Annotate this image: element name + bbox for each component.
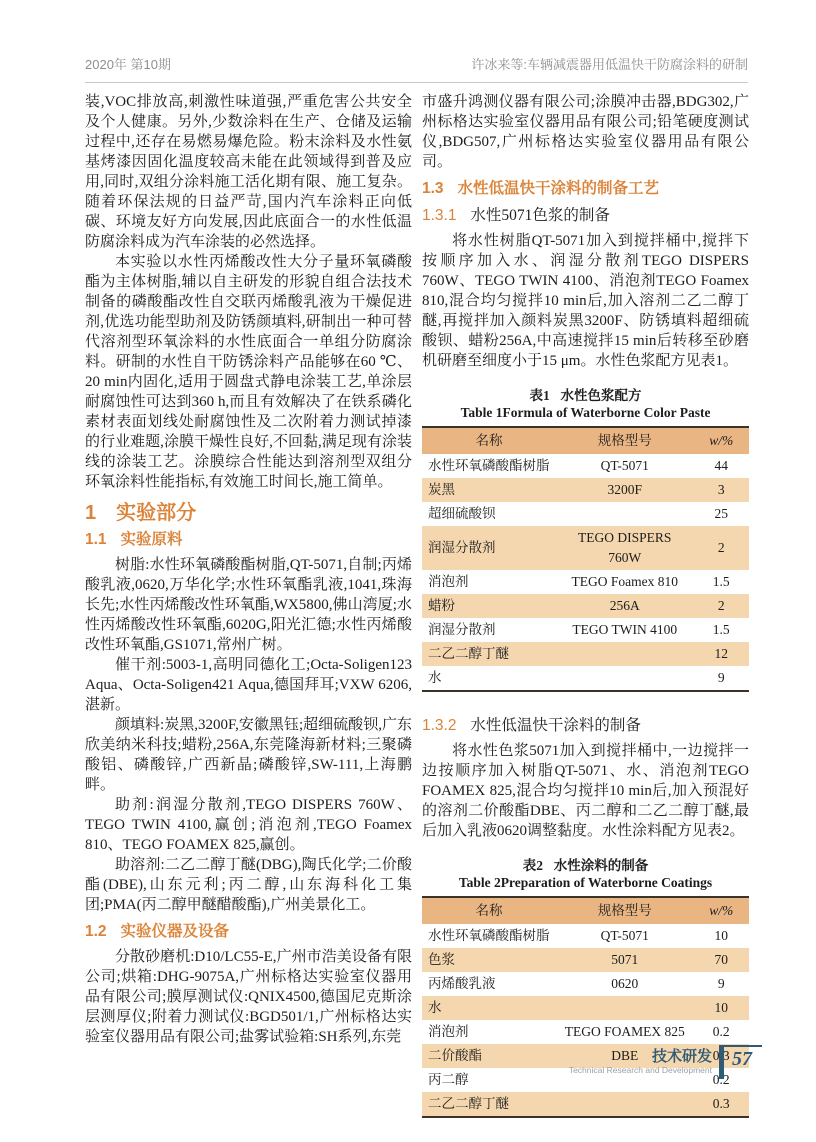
table-row [422,996,749,1020]
table-cell: 蜡粉 [428,598,455,613]
footer-section [569,1045,712,1076]
table-row [422,502,749,526]
table-header-cell: 名称 [475,903,503,918]
running-title: 许冰来等:车辆减震器用低温快干防腐涂料的研制 [471,57,748,72]
section-heading-1-3-1 [422,206,749,226]
table-cell: 2 [717,598,725,613]
table-cell: 水 [428,1000,442,1015]
table-cell: DBE [611,1048,639,1063]
section-number: 1 [85,502,97,524]
table-cell: 12 [714,646,728,661]
table-1 [422,426,749,692]
table-title-en: Preparation of Waterborne Coatings [500,875,713,890]
section-number: 1.3.1 [422,207,457,224]
table-cell: 二价酸酯 [428,1048,482,1063]
table-cell: 水性环氧磷酸酯树脂 [428,928,550,943]
section-number: 1.1 [85,531,107,548]
table-cell: 润湿分散剂 [428,622,496,637]
table-row [422,618,749,642]
section-title: 实验部分 [116,502,197,524]
table-title: 水性涂料的制备 [553,858,649,873]
section-heading-1-1 [85,530,412,550]
table-cell [556,642,693,666]
paragraph: 分散砂磨机:D10/LC55-E,广州市浩美设备有限公司;烘箱:DHG-9075A,广州标格达实验室仪器用品有限公司;膜厚测试仪:QNIX4500,德国尼克斯涂层测厚仪;附着力测试仪:BGD501/1,广州标格达实验室仪器用品有限公司;盐雾试验箱:SH系列,东莞 [85,949,412,1045]
section-number: 1.3.2 [422,717,457,734]
table-cell: TEGO TWIN 4100 [572,622,678,637]
table-row [422,948,749,972]
table-cell: 3200F [607,482,642,497]
table-title-en: Formula of Waterborne Color Paste [502,405,711,420]
section-title: 实验仪器及设备 [120,923,230,940]
table-2-caption-en [422,874,749,891]
paragraph: 催干剂:5003-1,高明同德化工;Octa-Soligen123 Aqua、Octa-Soligen421 Aqua,德国拜耳;VXW 6206,湛新。 [85,657,412,713]
table-cell [556,502,693,526]
table-cell: 256A [609,598,640,613]
table-cell: 0.3 [712,1048,730,1063]
paragraph: 助剂:润湿分散剂,TEGO DISPERS 760W、TEGO TWIN 4100,赢创;消泡剂,TEGO Foamex 810、TEGO FOAMEX 825,赢创。 [85,797,412,853]
table-cell: 二乙二醇丁醚 [428,646,509,661]
table-cell: 0.3 [712,1096,730,1111]
table-cell: 0.2 [712,1072,730,1087]
footer-section-subtitle: Technical Research and Development [568,1065,712,1075]
table-cell: 丙烯酸乳液 [428,976,496,991]
page-number-box [719,1045,762,1079]
table-cell: 5071 [611,952,639,967]
table-cell: 10 [714,928,728,943]
table-1-caption-cn [422,388,749,404]
table-row [422,526,749,570]
table-cell: 消泡剂 [428,574,469,589]
table-cell: 水性环氧磷酸酯树脂 [428,458,550,473]
table-row [422,454,749,478]
table-cell: 消泡剂 [428,1024,469,1039]
table-cell: 1.5 [712,622,730,637]
table-cell: 9 [717,976,725,991]
section-heading-1-3 [422,179,749,199]
table-cell: 2 [717,540,725,555]
section-heading-1-3-2 [422,716,749,736]
table-cell: TEGO FOAMEX 825 [564,1024,685,1039]
table-header-row [422,897,749,924]
table-label: 表1 [529,388,550,403]
table-cell: 润湿分散剂 [428,540,496,555]
table-cell: QT-5071 [600,458,649,473]
paragraph: 将水性树脂QT-5071加入到搅拌桶中,搅拌下按顺序加入水、润湿分散剂TEGO DISPERS 760W、TEGO TWIN 4100、消泡剂TEGO Foamex 810,混合均匀搅拌10 min后,加入溶剂二乙二醇丁醚,再搅拌加入颜料炭黑3200F、防锈填料超细硫酸钡、蜡粉256A,中高速搅拌15 min后转移至砂磨机研磨至细度小于15 μm。水性色浆配方见表1。 [422,233,749,369]
table-cell: TEGO DISPERS 760W [578,530,672,565]
table-header-cell: 规格型号 [597,903,652,918]
table-2-caption-cn [422,858,749,874]
table-row [422,924,749,948]
table-1-caption-en [422,404,749,421]
table-row [422,570,749,594]
table-cell: 44 [714,458,728,473]
table-row [422,1092,749,1117]
table-label: 表2 [522,858,543,873]
paragraph: 颜填料:炭黑,3200F,安徽黑钰;超细硫酸钡,广东欣美纳米科技;蜡粉,256A,东莞隆海新材料;三聚磷酸铝、磷酸锌,广西新晶;磷酸锌,SW-111,上海鹏畔。 [85,717,412,793]
table-cell: 超细硫酸钡 [428,506,496,521]
table-cell [556,996,693,1020]
table-cell: 炭黑 [428,482,455,497]
paragraph: 装,VOC排放高,刺激性味道强,严重危害公共安全及个人健康。另外,少数涂料在生产、仓储及运输过程中,还存在易燃易爆危险。粉末涂料及水性氨基烤漆因固化温度较高未能在此领域得到普及应用,同时,双组分涂料施工活化期有限、施工复杂。随着环保法规的日益严苛,国内汽车涂料正向低碳、环境友好方向发展,因此底面合一的水性低温防腐涂料成为汽车涂装的必然选择。 [85,94,412,250]
table-cell: 色浆 [428,952,455,967]
table-cell: TEGO Foamex 810 [571,574,678,589]
table-label-en: Table 1 [460,405,503,420]
footer-section-title: 技术研发 [651,1048,712,1065]
table-header-cell: 名称 [475,433,503,448]
section-heading-1-2 [85,922,412,942]
table-2 [422,896,749,1118]
table-cell: 9 [717,670,725,685]
table-row [422,1020,749,1044]
table-cell: QT-5071 [600,928,649,943]
table-row [422,972,749,996]
journal-issue: 2020年 第10期 [85,57,171,72]
table-cell: 丙二醇 [428,1072,469,1087]
table-header-cell: w/% [709,433,734,448]
table-cell: 25 [714,506,728,521]
table-header-cell: 规格型号 [597,433,652,448]
section-title: 水性5071色浆的制备 [470,207,610,224]
section-title: 水性低温快干涂料的制备 [470,717,641,734]
table-cell: 二乙二醇丁醚 [428,1096,509,1111]
table-cell: 水 [428,670,442,685]
table-cell [556,666,693,691]
section-title: 实验原料 [120,531,183,548]
right-column [422,92,749,1142]
paragraph: 市盛升鸿测仪器有限公司;涂膜冲击器,BDG302,广州标格达实验室仪器用品有限公司;铅笔硬度测试仪,BDG507,广州标格达实验室仪器用品有限公司。 [422,94,749,170]
table-cell: 70 [714,952,728,967]
paragraph: 将水性色浆5071加入到搅拌桶中,一边搅拌一边按顺序加入树脂QT-5071、水、消泡剂TEGO FOAMEX 825,混合均匀搅拌10 min后,加入预混好的溶剂二价酸酯DBE、丙二醇和二乙二醇丁醚,最后加入乳液0620调整黏度。水性涂料配方见表2。 [422,743,749,839]
table-cell: 3 [717,482,725,497]
section-heading-1 [85,503,412,523]
table-title: 水性色浆配方 [560,388,642,403]
table-row [422,666,749,691]
paragraph: 本实验以水性丙烯酸改性大分子量环氧磷酸酯为主体树脂,辅以自主研发的形貌自组合法技术制备的磷酸酯改性自交联丙烯酸乳液为干燥促进剂,优选功能型助剂及防锈颜填料,研制出一种可替代溶剂型环氧涂料的水性底面合一单组分防腐涂料。研制的水性自干防锈涂料产品能够在60 ℃、20 min内固化,适用于圆盘式静电涂装工艺,单涂层耐腐蚀性可达到360 h,而且有效解决了在铁系磷化素材表面划线处耐腐蚀性及二次附着力测试掉漆的行业难题,涂膜干燥性良好,不回黏,满足现有涂装线的涂装工艺。涂膜综合性能达到溶剂型双组分环氧涂料性能指标,有效施工时间长,施工简单。 [85,254,412,490]
page-header [85,54,748,83]
table-cell [556,1092,693,1117]
table-cell: 0620 [611,976,639,991]
page-footer [569,1045,762,1079]
section-number: 1.2 [85,923,107,940]
paragraph: 树脂:水性环氧磷酸酯树脂,QT-5071,自制;丙烯酸乳液,0620,万华化学;水性环氧酯乳液,1041,珠海长先;水性丙烯酸改性环氧酯,WX5800,佛山湾厦;水性丙烯酸改性环氧酯,6020G,阳光汇德;水性丙烯酸改性环氧酯,GS1071,常州广树。 [85,557,412,653]
table-cell: 10 [714,1000,728,1015]
left-column [85,92,412,1047]
page-number: 57 [732,1048,752,1070]
paragraph: 助溶剂:二乙二醇丁醚(DBG),陶氏化学;二价酸酯(DBE),山东元利;丙二醇,山东海科化工集团;PMA(丙二醇甲醚醋酸酯),广州美景化工。 [85,857,412,913]
table-cell: 1.5 [712,574,730,589]
section-title: 水性低温快干涂料的制备工艺 [457,180,660,197]
table-cell: 0.2 [712,1024,730,1039]
table-label-en: Table 2 [458,875,501,890]
table-row [422,594,749,618]
table-row [422,642,749,666]
section-number: 1.3 [422,180,444,197]
table-row [422,478,749,502]
table-header-cell: w/% [709,903,734,918]
table-header-row [422,427,749,454]
